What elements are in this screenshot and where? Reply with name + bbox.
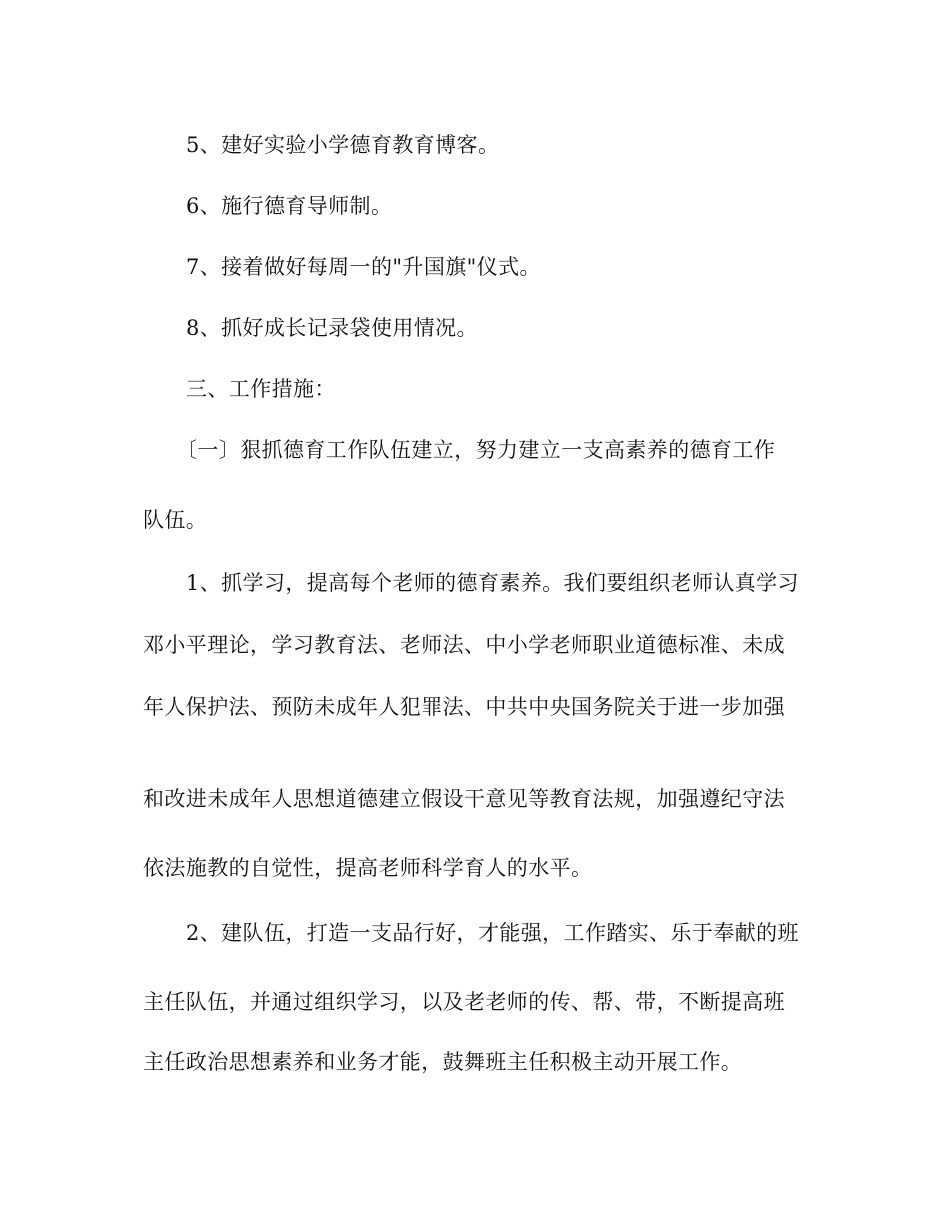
subheading-line-2: 队伍。	[143, 508, 208, 532]
text-line-item-7: 7、接着做好每周一的"升国旗"仪式。	[186, 255, 541, 279]
text-line-item-8: 8、抓好成长记录袋使用情况。	[186, 316, 478, 340]
text-line-item-5: 5、建好实验小学德育教育博客。	[186, 133, 500, 157]
section-heading-work-measures: 三、工作措施：	[186, 377, 336, 401]
paragraph-1-line-5: 依法施教的自觉性，提高老师科学育人的水平。	[143, 856, 593, 880]
text-line-item-6: 6、施行德育导师制。	[186, 194, 393, 218]
paragraph-2-line-1: 2、建队伍，打造一支品行好，才能强，工作踏实、乐于奉献的班	[186, 921, 799, 945]
paragraph-2-line-2: 主任队伍，并通过组织学习，以及老老师的传、帮、带，不断提高班	[143, 990, 785, 1014]
paragraph-1-line-3: 年人保护法、预防未成年人犯罪法、中共中央国务院关于进一步加强	[143, 695, 785, 719]
paragraph-1-line-1: 1、抓学习，提高每个老师的德育素养。我们要组织老师认真学习	[186, 571, 799, 595]
paragraph-2-line-3: 主任政治思想素养和业务才能，鼓舞班主任积极主动开展工作。	[143, 1050, 743, 1074]
subheading-line-1: 〔一〕狠抓德育工作队伍建立，努力建立一支高素养的德育工作	[176, 438, 776, 462]
paragraph-1-line-2: 邓小平理论，学习教育法、老师法、中小学老师职业道德标准、未成	[143, 633, 785, 657]
paragraph-1-line-4: 和改进未成年人思想道德建立假设干意见等教育法规，加强遵纪守法	[143, 787, 785, 811]
